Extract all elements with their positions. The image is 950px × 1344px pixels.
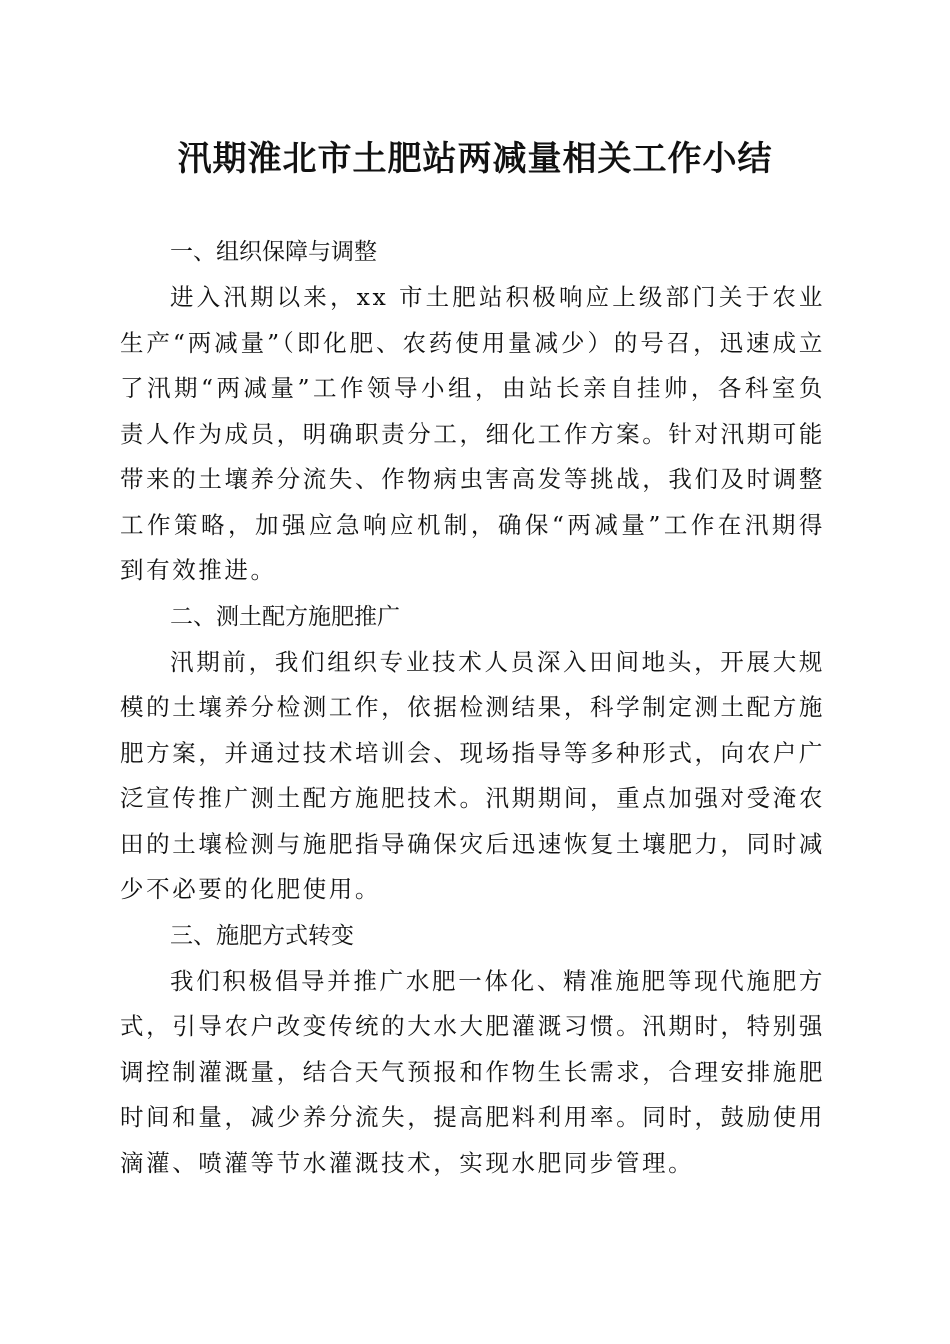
section-heading: 一、组织保障与调整 xyxy=(170,239,377,265)
section-paragraph: 汛期前，我们组织专业技术人员深入田间地头，开展大规模的土壤养分检测工作，依据检测结果，科学制定测土配方施肥方案，并通过技术培训会、现场指导等多种形式，向农户广泛宣传推广测土配方施肥技术。汛期期间，重点加强对受淹农田的土壤检测与施肥指导确保灾后迅速恢复土壤肥力，同时减少不必要的化肥使用。 xyxy=(120,647,825,903)
section-fertilization-method xyxy=(120,913,825,1187)
section-paragraph: 我们积极倡导并推广水肥一体化、精准施肥等现代施肥方式，引导农户改变传统的大水大肥灌溉习惯。汛期时，特别强调控制灌溉量，结合天气预报和作物生长需求，合理安排施肥时间和量，减少养分流失，提高肥料利用率。同时，鼓励使用滴灌、喷灌等节水灌溉技术，实现水肥同步管理。 xyxy=(120,966,825,1177)
section-heading: 三、施肥方式转变 xyxy=(170,922,354,949)
section-paragraph: 进入汛期以来，xx 市土肥站积极响应上级部门关于农业生产“两减量”（即化肥、农药使用量减少）的号召，迅速成立了汛期“两减量”工作领导小组，由站长亲自挂帅，各科室负责人作为成员，明确职责分工，细化工作方案。针对汛期可能带来的土壤养分流失、作物病虫害高发等挑战，我们及时调整工作策略，加强应急响应机制，确保“两减量”工作在汛期得到有效推进。 xyxy=(120,283,825,584)
section-organization xyxy=(120,229,825,594)
document-title: 汛期淮北市土肥站两减量相关工作小结 xyxy=(177,139,773,179)
document-body xyxy=(120,229,825,1186)
section-soil-testing xyxy=(120,594,825,913)
section-heading: 二、测土配方施肥推广 xyxy=(170,603,400,630)
